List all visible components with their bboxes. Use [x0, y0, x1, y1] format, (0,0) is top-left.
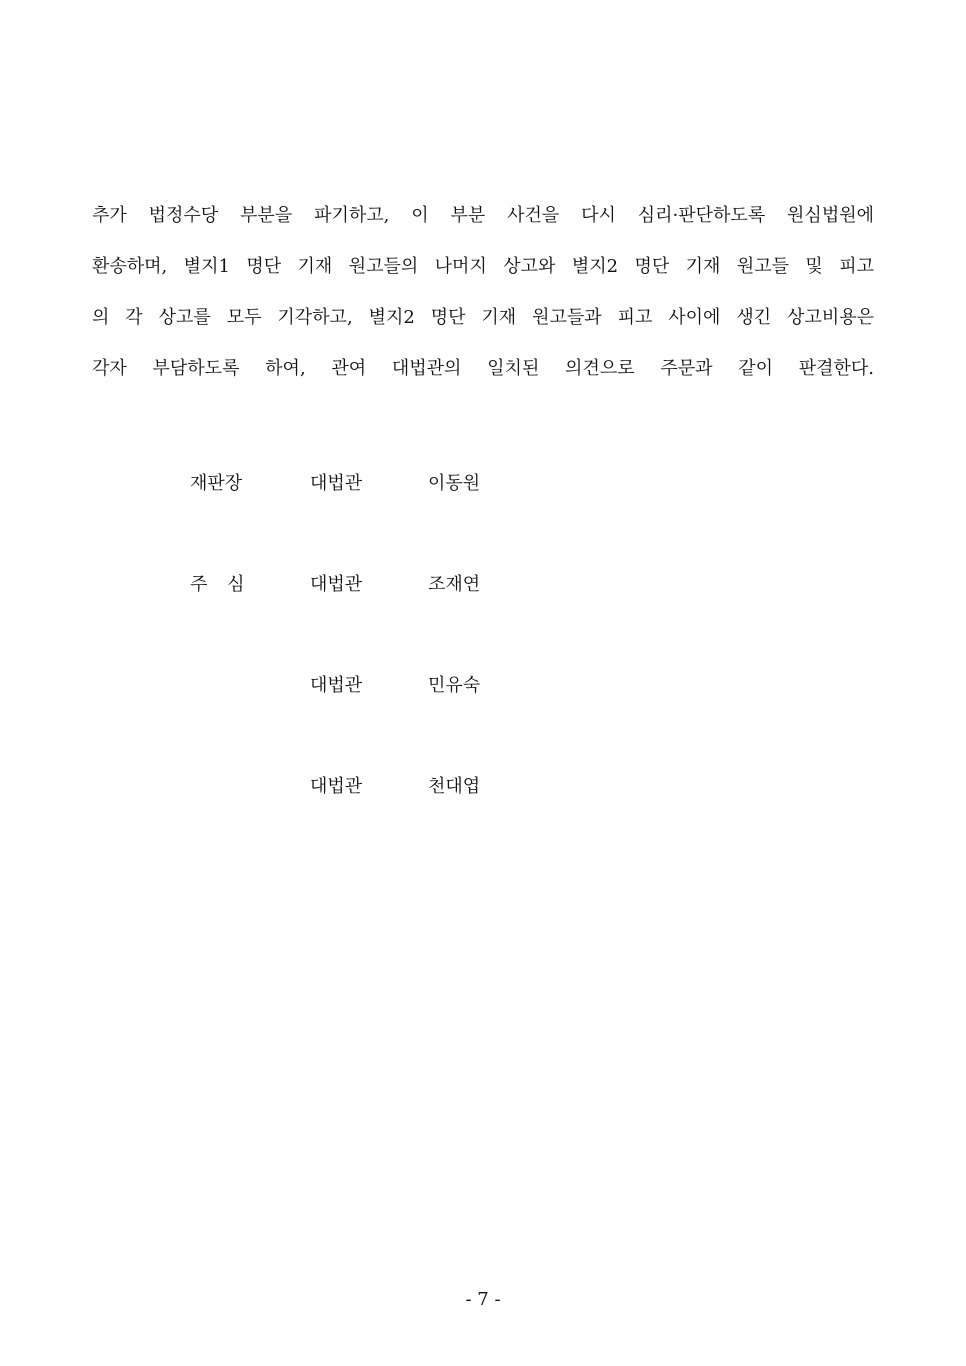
- signature-role: 재판장: [190, 473, 243, 494]
- paragraph-line: 추가 법정수당 부분을 파기하고, 이 부분 사건을 다시 심리·판단하도록 원심법원에: [92, 205, 874, 226]
- paragraph-line: 환송하며, 별지1 명단 기재 원고들의 나머지 상고와 별지2 명단 기재 원고들 및 피고: [92, 256, 874, 277]
- signature-name: 조재연: [428, 574, 481, 595]
- signature-name: 이동원: [428, 473, 481, 494]
- signature-role: 주 심: [190, 574, 245, 595]
- signature-row: [190, 668, 610, 769]
- signature-row: [190, 567, 610, 668]
- signature-name: 천대엽: [428, 776, 481, 797]
- signature-title: 대법관: [310, 675, 363, 696]
- signature-row: [190, 466, 610, 567]
- judgment-paragraph: [92, 198, 874, 402]
- signature-name: 민유숙: [428, 675, 481, 696]
- signature-block: [190, 466, 610, 870]
- page-number: - 7 -: [465, 1289, 501, 1310]
- paragraph-line: 의 각 상고를 모두 기각하고, 별지2 명단 기재 원고들과 피고 사이에 생긴 상고비용은: [92, 307, 874, 328]
- paragraph-line: 각자 부담하도록 하여, 관여 대법관의 일치된 의견으로 주문과 같이 판결한다.: [92, 358, 874, 379]
- signature-title: 대법관: [310, 776, 363, 797]
- signature-title: 대법관: [310, 574, 363, 595]
- signature-title: 대법관: [310, 473, 363, 494]
- signature-row: [190, 769, 610, 870]
